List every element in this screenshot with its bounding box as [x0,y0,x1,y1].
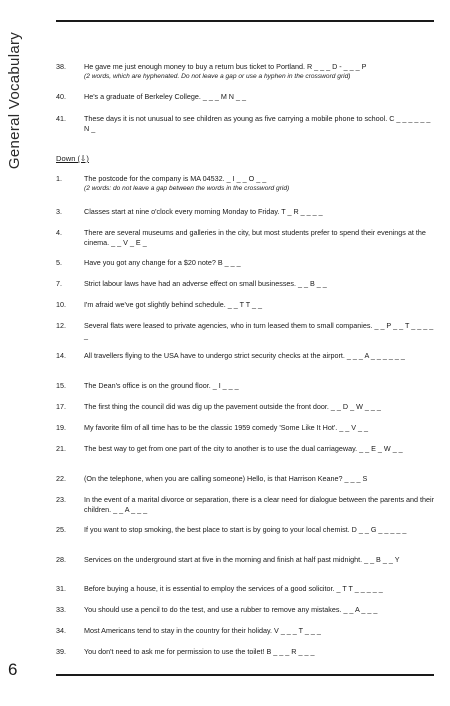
item-number: 28. [56,555,66,564]
item-number: 34. [56,626,66,635]
item-number: 22. [56,474,66,483]
item-number: 17. [56,402,66,411]
item-text: The first thing the council did was dig up the pavement outside the front door. _ _ D _ W _ _ _ [84,402,381,411]
item-number: 39. [56,647,66,656]
item-number: 31. [56,584,66,593]
item-text: In the event of a marital divorce or separation, there is a clear need for dialogue between the parents and their children. _ _ A _ _ _ [84,495,435,514]
item-text: He's a graduate of Berkeley College. _ _ _ M N _ _ [84,92,246,101]
item-text: Most Americans tend to stay in the country for their holiday. V _ _ _ T _ _ _ [84,626,321,635]
item-text: All travellers flying to the USA have to undergo strict security checks at the airport. _ _ _ A _ _ _ _ _ _ [84,351,405,360]
bottom-rule [56,674,434,676]
item-text: There are several museums and galleries in the city, but most students prefer to spend their evenings at the cinema. _ _ V _ E _ [84,228,426,247]
page-number: 6 [8,660,18,679]
item-number: 1. [56,174,62,183]
item-number: 14. [56,351,66,360]
item-text: You don't need to ask me for permission to use the toilet! B _ _ _ R _ _ _ [84,647,315,656]
item-text: Before buying a house, it is essential to employ the services of a good solicitor. _ T T _ _ _ _ _ [84,584,383,593]
item-text: I'm afraid we've got slightly behind schedule. _ _ T T _ _ [84,300,263,309]
item-text: He gave me just enough money to buy a return bus ticket to Portland. R _ _ _ D - _ _ _ P [84,62,367,71]
item-number: 40. [56,92,66,101]
item-text: My favorite film of all time has to be the classic 1959 comedy 'Some Like It Hot'. _ _ V _ _ [84,423,368,432]
item-number: 3. [56,207,62,216]
item-note: (2 words: do not leave a gap between the words in the crossword grid) [84,185,290,192]
item-number: 21. [56,444,66,453]
item-number: 19. [56,423,66,432]
item-text: Classes start at nine o'clock every morning Monday to Friday. T _ R _ _ _ _ [84,207,323,216]
item-number: 33. [56,605,66,614]
item-text: You should use a pencil to do the test, and use a rubber to remove any mistakes. _ _ A _ _ _ [84,605,378,614]
item-text: The Dean's office is on the ground floor. _ I _ _ _ [84,381,239,390]
item-number: 5. [56,258,62,267]
item-text: The best way to get from one part of the city to another is to use the dual carriageway. _ _ E _ W _ _ [84,444,403,453]
item-text: Services on the underground start at five in the morning and finish at half past midnight. _ _ B _ _ Y [84,555,400,564]
item-text: Several flats were leased to private agencies, who in turn leased them to small companies. _ _ P _ _ T _ _ _ _ _ [84,321,434,340]
item-number: 38. [56,62,66,71]
item-number: 41. [56,114,66,123]
item-number: 7. [56,279,62,288]
item-text: Have you got any change for a $20 note? B _ _ _ [84,258,241,267]
item-number: 4. [56,228,62,237]
item-number: 10. [56,300,66,309]
item-text: These days it is not unusual to see children as young as five carrying a mobile phone to school. C _ _ _ _ _ _ N _ [84,114,431,133]
top-rule [56,20,434,22]
item-number: 12. [56,321,66,330]
side-title-text: General Vocabulary [6,31,24,169]
item-text: Strict labour laws have had an adverse effect on small businesses. _ _ B _ _ [84,279,327,288]
item-number: 15. [56,381,66,390]
section-side-title [2,20,28,180]
item-text: The postcode for the company is MA 04532. _ I _ _ O _ _ [84,174,267,183]
section-heading-down: Down (⇩) [56,154,89,163]
item-text: (On the telephone, when you are calling someone) Hello, is that Harrison Keane? _ _ _ S [84,474,368,483]
item-note: (2 words, which are hyphenated. Do not leave a gap or use a hyphen in the crossword grid) [84,73,351,80]
item-text: If you want to stop smoking, the best place to start is by going to your local chemist. D _ _ G _ _ _ _ _ [84,525,407,534]
item-number: 25. [56,525,66,534]
item-number: 23. [56,495,66,504]
